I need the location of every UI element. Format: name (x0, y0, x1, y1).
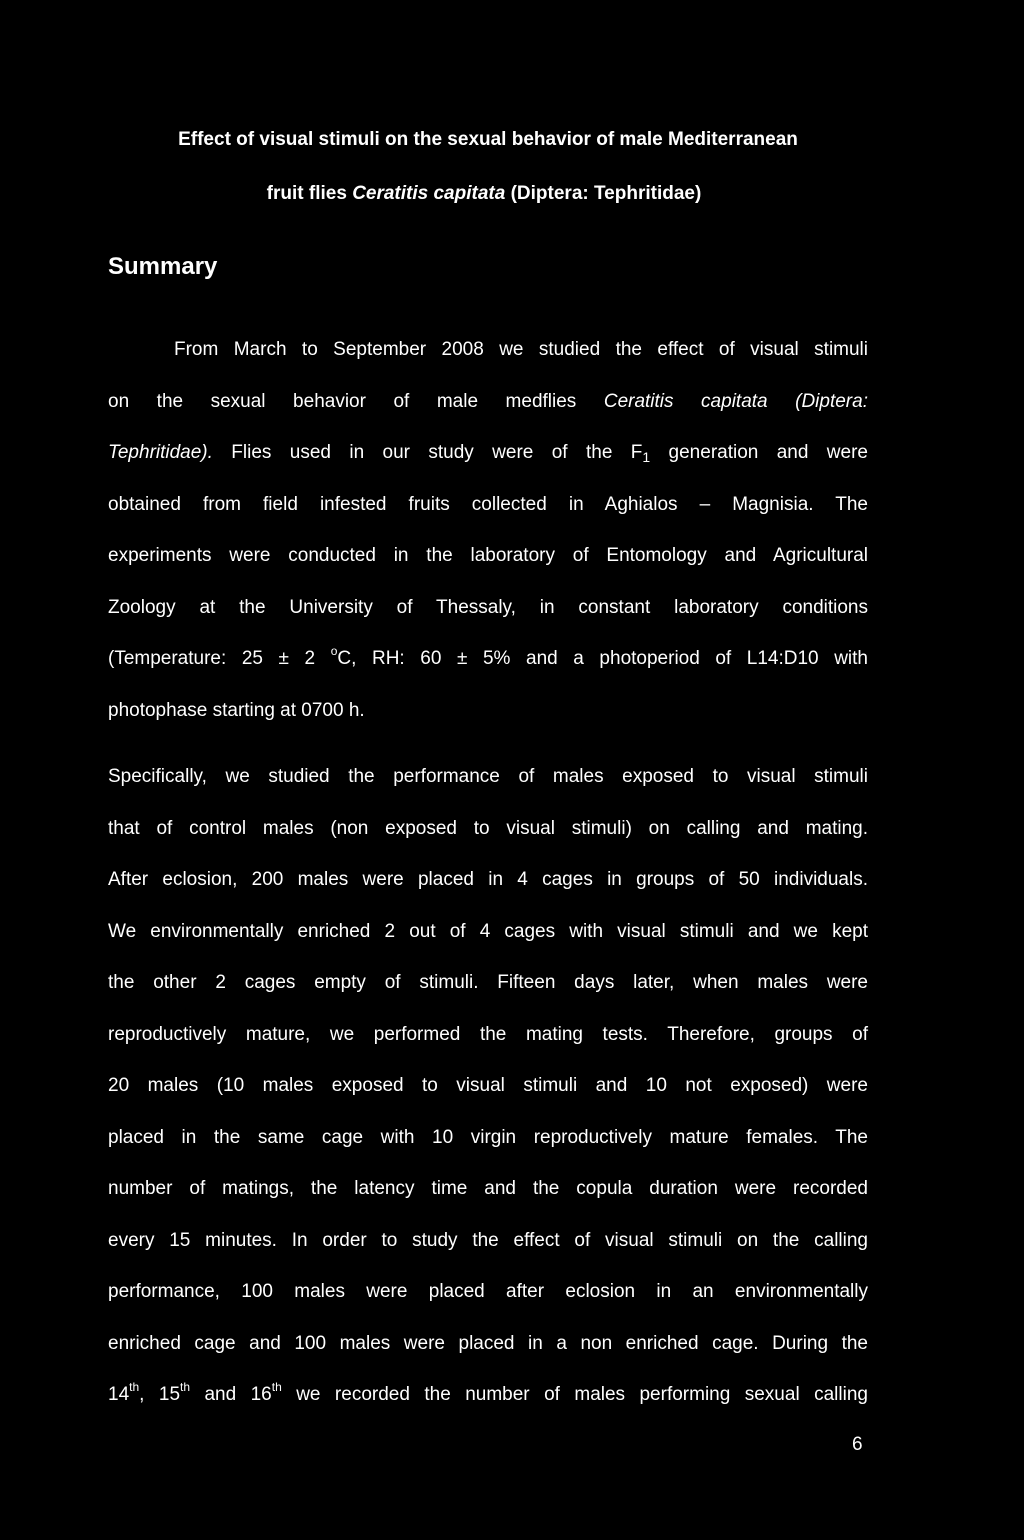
paper-title-line-2 (0, 182, 996, 206)
title-text: (Diptera: Tephritidae) (505, 183, 702, 204)
text-line: After eclosion, 200 males were placed in 4 cages in groups of 50 individuals. (108, 869, 868, 890)
text-line: every 15 minutes. In order to study the effect of visual stimuli on the calling (108, 1229, 868, 1251)
superscript: th (180, 1380, 191, 1394)
paper-title-line-1: Effect of visual stimuli on the sexual behavior of male Mediterranean (178, 129, 798, 150)
text-line: Zoology at the University of Thessaly, in constant laboratory conditions (108, 596, 868, 618)
text-span: and 16 (190, 1384, 272, 1405)
text-line: reproductively mature, we performed the mating tests. Therefore, groups of (108, 1023, 868, 1045)
summary-paragraph-1 (108, 324, 868, 736)
text-line: the other 2 cages empty of stimuli. Fifteen days later, when males were (108, 972, 868, 993)
superscript: o (330, 644, 338, 658)
text-span: Flies used in our study were of the F (212, 442, 643, 463)
species-name: Tephritidae). (108, 442, 213, 463)
title-text: fruit flies (266, 183, 353, 204)
text-line: Specifically, we studied the performance of males exposed to visual stimuli (108, 766, 868, 787)
text-line (108, 376, 868, 428)
text-span: (Temperature: 25 ± 2 (108, 648, 331, 669)
text-line (108, 1369, 868, 1421)
text-line (108, 427, 868, 479)
text-line: experiments were conducted in the laboratory of Entomology and Agricultural (108, 545, 868, 566)
text-line: placed in the same cage with 10 virgin reproductively mature females. The (108, 1126, 868, 1148)
text-line: that of control males (non exposed to visual stimuli) on calling and mating. (108, 817, 868, 839)
superscript: th (129, 1380, 140, 1394)
summary-paragraph-2 (108, 751, 868, 1421)
page-number: 6 (852, 1434, 863, 1455)
text-line: obtained from field infested fruits collected in Aghialos – Magnisia. The (108, 493, 868, 515)
superscript: th (271, 1380, 282, 1394)
text-span: C, RH: 60 ± 5% and a photoperiod of L14:D10 with (337, 648, 868, 669)
text-line: performance, 100 males were placed after eclosion in an environmentally (108, 1281, 868, 1302)
subscript: 1 (642, 449, 651, 465)
text-line: From March to September 2008 we studied the effect of visual stimuli (174, 339, 868, 360)
text-line: We environmentally enriched 2 out of 4 cages with visual stimuli and we kept (108, 920, 868, 942)
text-span: , 15 (139, 1384, 181, 1405)
text-span: on the sexual behavior of male medflies (108, 390, 604, 412)
text-span: 14 (108, 1384, 130, 1405)
text-span: generation and were (650, 442, 868, 463)
text-line: number of matings, the latency time and the copula duration were recorded (108, 1178, 868, 1199)
text-line: 20 males (10 males exposed to visual stimuli and 10 not exposed) were (108, 1075, 868, 1096)
species-name: Ceratitis capitata (352, 183, 506, 204)
text-line: photophase starting at 0700 h. (108, 699, 365, 721)
summary-heading: Summary (108, 253, 218, 280)
text-line: enriched cage and 100 males were placed in a non enriched cage. During the (108, 1332, 868, 1354)
text-span: we recorded the number of males performing sexual calling (281, 1384, 868, 1405)
species-name: Ceratitis capitata (Diptera: (603, 390, 868, 412)
text-line (108, 633, 868, 685)
